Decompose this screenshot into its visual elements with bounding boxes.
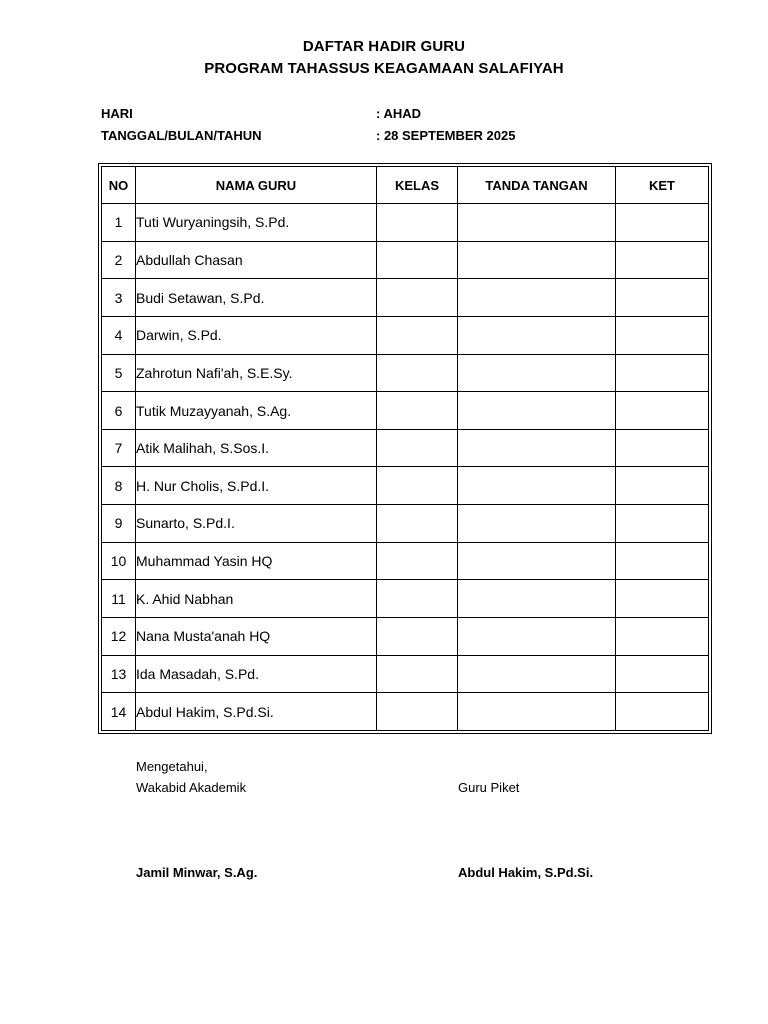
- signature-cell: [458, 693, 616, 731]
- notes-cell: [616, 279, 709, 317]
- signature-cell: [458, 655, 616, 693]
- table-row: [102, 354, 709, 392]
- row-number: 5: [102, 354, 136, 392]
- signature-cell: [458, 204, 616, 242]
- table-row: [102, 655, 709, 693]
- notes-cell: [616, 505, 709, 543]
- signature-cell: [458, 316, 616, 354]
- table-header-row: [102, 167, 709, 204]
- class-cell: [377, 279, 458, 317]
- row-number: 9: [102, 505, 136, 543]
- class-cell: [377, 542, 458, 580]
- notes-cell: [616, 467, 709, 505]
- day-label: HARI: [101, 106, 133, 121]
- left-signatory-name: Jamil Minwar, S.Ag.: [136, 865, 258, 880]
- class-cell: [377, 392, 458, 430]
- class-cell: [377, 204, 458, 242]
- row-number: 12: [102, 618, 136, 656]
- teacher-name: H. Nur Cholis, S.Pd.I.: [136, 467, 377, 505]
- table-row: [102, 429, 709, 467]
- column-header-no: NO: [102, 167, 136, 204]
- table-row: [102, 467, 709, 505]
- notes-cell: [616, 693, 709, 731]
- class-cell: [377, 316, 458, 354]
- signature-cell: [458, 354, 616, 392]
- class-cell: [377, 693, 458, 731]
- signature-cell: [458, 542, 616, 580]
- table-row: [102, 505, 709, 543]
- signature-cell: [458, 505, 616, 543]
- teacher-name: Zahrotun Nafi'ah, S.E.Sy.: [136, 354, 377, 392]
- column-header-name: NAMA GURU: [136, 167, 377, 204]
- right-signatory-name: Abdul Hakim, S.Pd.Si.: [458, 865, 594, 880]
- column-header-notes: KET: [616, 167, 709, 204]
- notes-cell: [616, 354, 709, 392]
- signature-cell: [458, 279, 616, 317]
- class-cell: [377, 354, 458, 392]
- row-number: 10: [102, 542, 136, 580]
- teacher-name: Tuti Wuryaningsih, S.Pd.: [136, 204, 377, 242]
- row-number: 14: [102, 693, 136, 731]
- row-number: 8: [102, 467, 136, 505]
- row-number: 2: [102, 241, 136, 279]
- signature-cell: [458, 392, 616, 430]
- teacher-name: Ida Masadah, S.Pd.: [136, 655, 377, 693]
- attendance-table-frame: [98, 163, 712, 734]
- day-value: : AHAD: [376, 106, 422, 121]
- teacher-name: K. Ahid Nabhan: [136, 580, 377, 618]
- attendance-table: [101, 166, 709, 731]
- row-number: 4: [102, 316, 136, 354]
- notes-cell: [616, 580, 709, 618]
- notes-cell: [616, 542, 709, 580]
- row-number: 7: [102, 429, 136, 467]
- teacher-name: Abdullah Chasan: [136, 241, 377, 279]
- right-signatory-role: Guru Piket: [458, 780, 520, 795]
- signature-cell: [458, 467, 616, 505]
- table-row: [102, 542, 709, 580]
- class-cell: [377, 618, 458, 656]
- acknowledged-label: Mengetahui,: [136, 759, 208, 774]
- document-subtitle: PROGRAM TAHASSUS KEAGAMAAN SALAFIYAH: [204, 60, 564, 77]
- table-row: [102, 392, 709, 430]
- notes-cell: [616, 392, 709, 430]
- teacher-name: Atik Malihah, S.Sos.I.: [136, 429, 377, 467]
- notes-cell: [616, 429, 709, 467]
- row-number: 1: [102, 204, 136, 242]
- table-row: [102, 693, 709, 731]
- teacher-name: Abdul Hakim, S.Pd.Si.: [136, 693, 377, 731]
- notes-cell: [616, 241, 709, 279]
- notes-cell: [616, 316, 709, 354]
- row-number: 3: [102, 279, 136, 317]
- class-cell: [377, 429, 458, 467]
- date-value: : 28 SEPTEMBER 2025: [376, 128, 516, 143]
- signature-cell: [458, 429, 616, 467]
- notes-cell: [616, 204, 709, 242]
- table-row: [102, 316, 709, 354]
- teacher-name: Sunarto, S.Pd.I.: [136, 505, 377, 543]
- teacher-name: Tutik Muzayyanah, S.Ag.: [136, 392, 377, 430]
- row-number: 6: [102, 392, 136, 430]
- signature-cell: [458, 618, 616, 656]
- teacher-name: Muhammad Yasin HQ: [136, 542, 377, 580]
- notes-cell: [616, 655, 709, 693]
- notes-cell: [616, 618, 709, 656]
- table-row: [102, 580, 709, 618]
- signature-cell: [458, 580, 616, 618]
- class-cell: [377, 505, 458, 543]
- column-header-signature: TANDA TANGAN: [458, 167, 616, 204]
- teacher-name: Budi Setawan, S.Pd.: [136, 279, 377, 317]
- signature-cell: [458, 241, 616, 279]
- column-header-class: KELAS: [377, 167, 458, 204]
- class-cell: [377, 580, 458, 618]
- class-cell: [377, 241, 458, 279]
- teacher-name: Nana Musta'anah HQ: [136, 618, 377, 656]
- date-label: TANGGAL/BULAN/TAHUN: [101, 128, 262, 143]
- row-number: 13: [102, 655, 136, 693]
- table-row: [102, 241, 709, 279]
- table-row: [102, 204, 709, 242]
- left-signatory-role: Wakabid Akademik: [136, 780, 247, 795]
- teacher-name: Darwin, S.Pd.: [136, 316, 377, 354]
- class-cell: [377, 655, 458, 693]
- row-number: 11: [102, 580, 136, 618]
- document-title: DAFTAR HADIR GURU: [302, 38, 466, 55]
- class-cell: [377, 467, 458, 505]
- table-row: [102, 618, 709, 656]
- table-row: [102, 279, 709, 317]
- attendance-table-body: [102, 204, 709, 731]
